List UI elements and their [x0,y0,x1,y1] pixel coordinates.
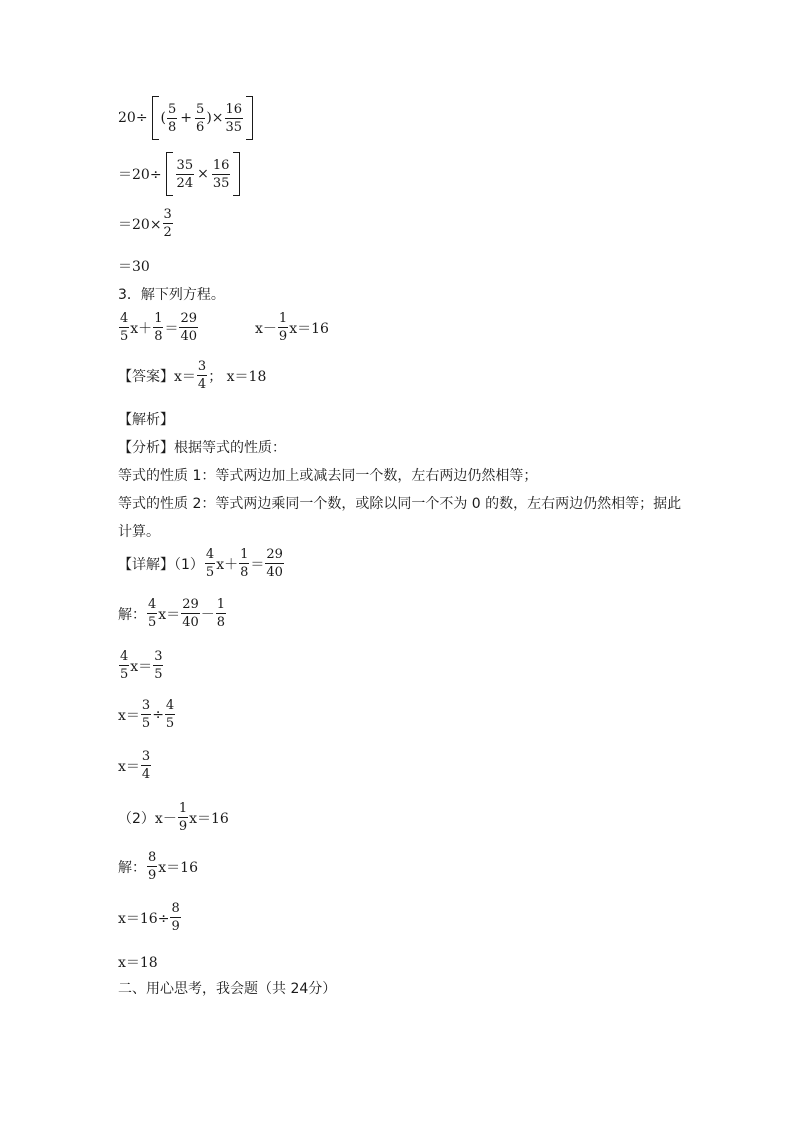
fraction: $\frac{4}{5}$ [148,597,157,630]
property-1: 等式的性质 1：等式两边加上或减去同一个数，左右两边仍然相等； [118,468,538,484]
fraction: $\frac{8}{9}$ [148,850,157,883]
right-bracket [233,152,240,196]
paren: ( [160,110,167,126]
left-bracket [166,152,173,196]
fraction: $\frac{1}{8}$ [216,597,226,630]
left-bracket [152,96,159,140]
detail-part-2: （2） x－ $\frac{1}{9}$ x＝16 [118,801,229,834]
question-3-equations: $\frac{4}{5}$ x＋ $\frac{1}{8}$ ＝ $\frac{29}{40}$ x－ $\frac{1}{9}$ x＝16 [120,311,329,344]
fraction: $\frac{1}{9}$ [278,311,288,344]
fraction: $\frac{5}{6}$ [196,101,205,135]
fraction: $\frac{16}{35}$ [212,157,230,191]
answer-line: 【答案】 x＝ $\frac{3}{4}$ ； x＝18 [118,359,267,392]
detail-step-3: x＝ $\frac{3}{5}$ ÷ $\frac{4}{5}$ [118,698,175,731]
property-2: 等式的性质 2：等式两边乘同一个数，或除以同一个不为 0 的数，左右两边仍然相等；据此 [118,496,682,512]
fraction: $\frac{4}{5}$ [120,311,129,344]
analysis-heading: 【解析】 [118,412,174,428]
expr-text: ＝20÷ [118,167,162,183]
fraction: $\frac{4}{5}$ [120,649,129,682]
fraction: $\frac{1}{8}$ [240,547,249,580]
analysis-intro: 【分析】根据等式的性质： [118,440,286,456]
operator: × [197,166,209,182]
expr-text: 20÷ [118,110,148,126]
fraction: $\frac{16}{35}$ [225,101,243,135]
property-2-cont: 计算。 [118,524,160,540]
question-3-title: 3．解下列方程。 [118,287,225,303]
fraction: $\frac{3}{5}$ [154,649,163,682]
detail-line-1: 【详解】（1） $\frac{4}{5}$ x＋ $\frac{1}{8}$ ＝ $\frac{29}{40}$ [118,547,283,580]
calc-line-2 [118,152,240,196]
calc-line-4 [118,256,150,276]
fraction: $\frac{4}{5}$ [165,698,175,731]
fraction: $\frac{1}{8}$ [154,311,163,344]
expr-text: ＝20× [118,216,162,233]
detail-step-1: 解： $\frac{4}{5}$ x＝ $\frac{29}{40}$ － $\frac{1}{8}$ [118,597,226,630]
fraction: $\frac{5}{8}$ [168,101,177,135]
fraction: $\frac{3}{2}$ [163,207,172,240]
fraction: $\frac{29}{40}$ [182,597,199,630]
operator: + [180,110,193,126]
calc-line-1 [118,96,253,140]
expr-text: ＝30 [118,259,150,275]
fraction: $\frac{3}{5}$ [141,698,151,731]
paren: )× [206,110,224,126]
fraction: $\frac{29}{40}$ [266,547,283,580]
fraction: $\frac{8}{9}$ [171,901,180,934]
detail-part-2-step-2: x＝16÷ $\frac{8}{9}$ [118,901,180,934]
fraction: $\frac{3}{4}$ [141,749,151,782]
fraction: $\frac{4}{5}$ [205,547,215,580]
fraction: $\frac{29}{40}$ [180,311,198,344]
section-2-heading: 二、用心思考，我会题（共 24分） [118,981,337,997]
detail-step-2: $\frac{4}{5}$ x＝ $\frac{3}{5}$ [120,649,163,682]
detail-part-2-step-3: x＝18 [118,955,158,971]
fraction: $\frac{35}{24}$ [176,157,194,191]
calc-line-3 [118,208,174,239]
right-bracket [246,96,253,140]
detail-part-2-step-1: 解： $\frac{8}{9}$ x＝16 [118,850,198,883]
fraction: $\frac{3}{4}$ [197,359,207,392]
detail-step-4: x＝ $\frac{3}{4}$ [118,749,151,782]
fraction: $\frac{1}{9}$ [178,801,188,834]
